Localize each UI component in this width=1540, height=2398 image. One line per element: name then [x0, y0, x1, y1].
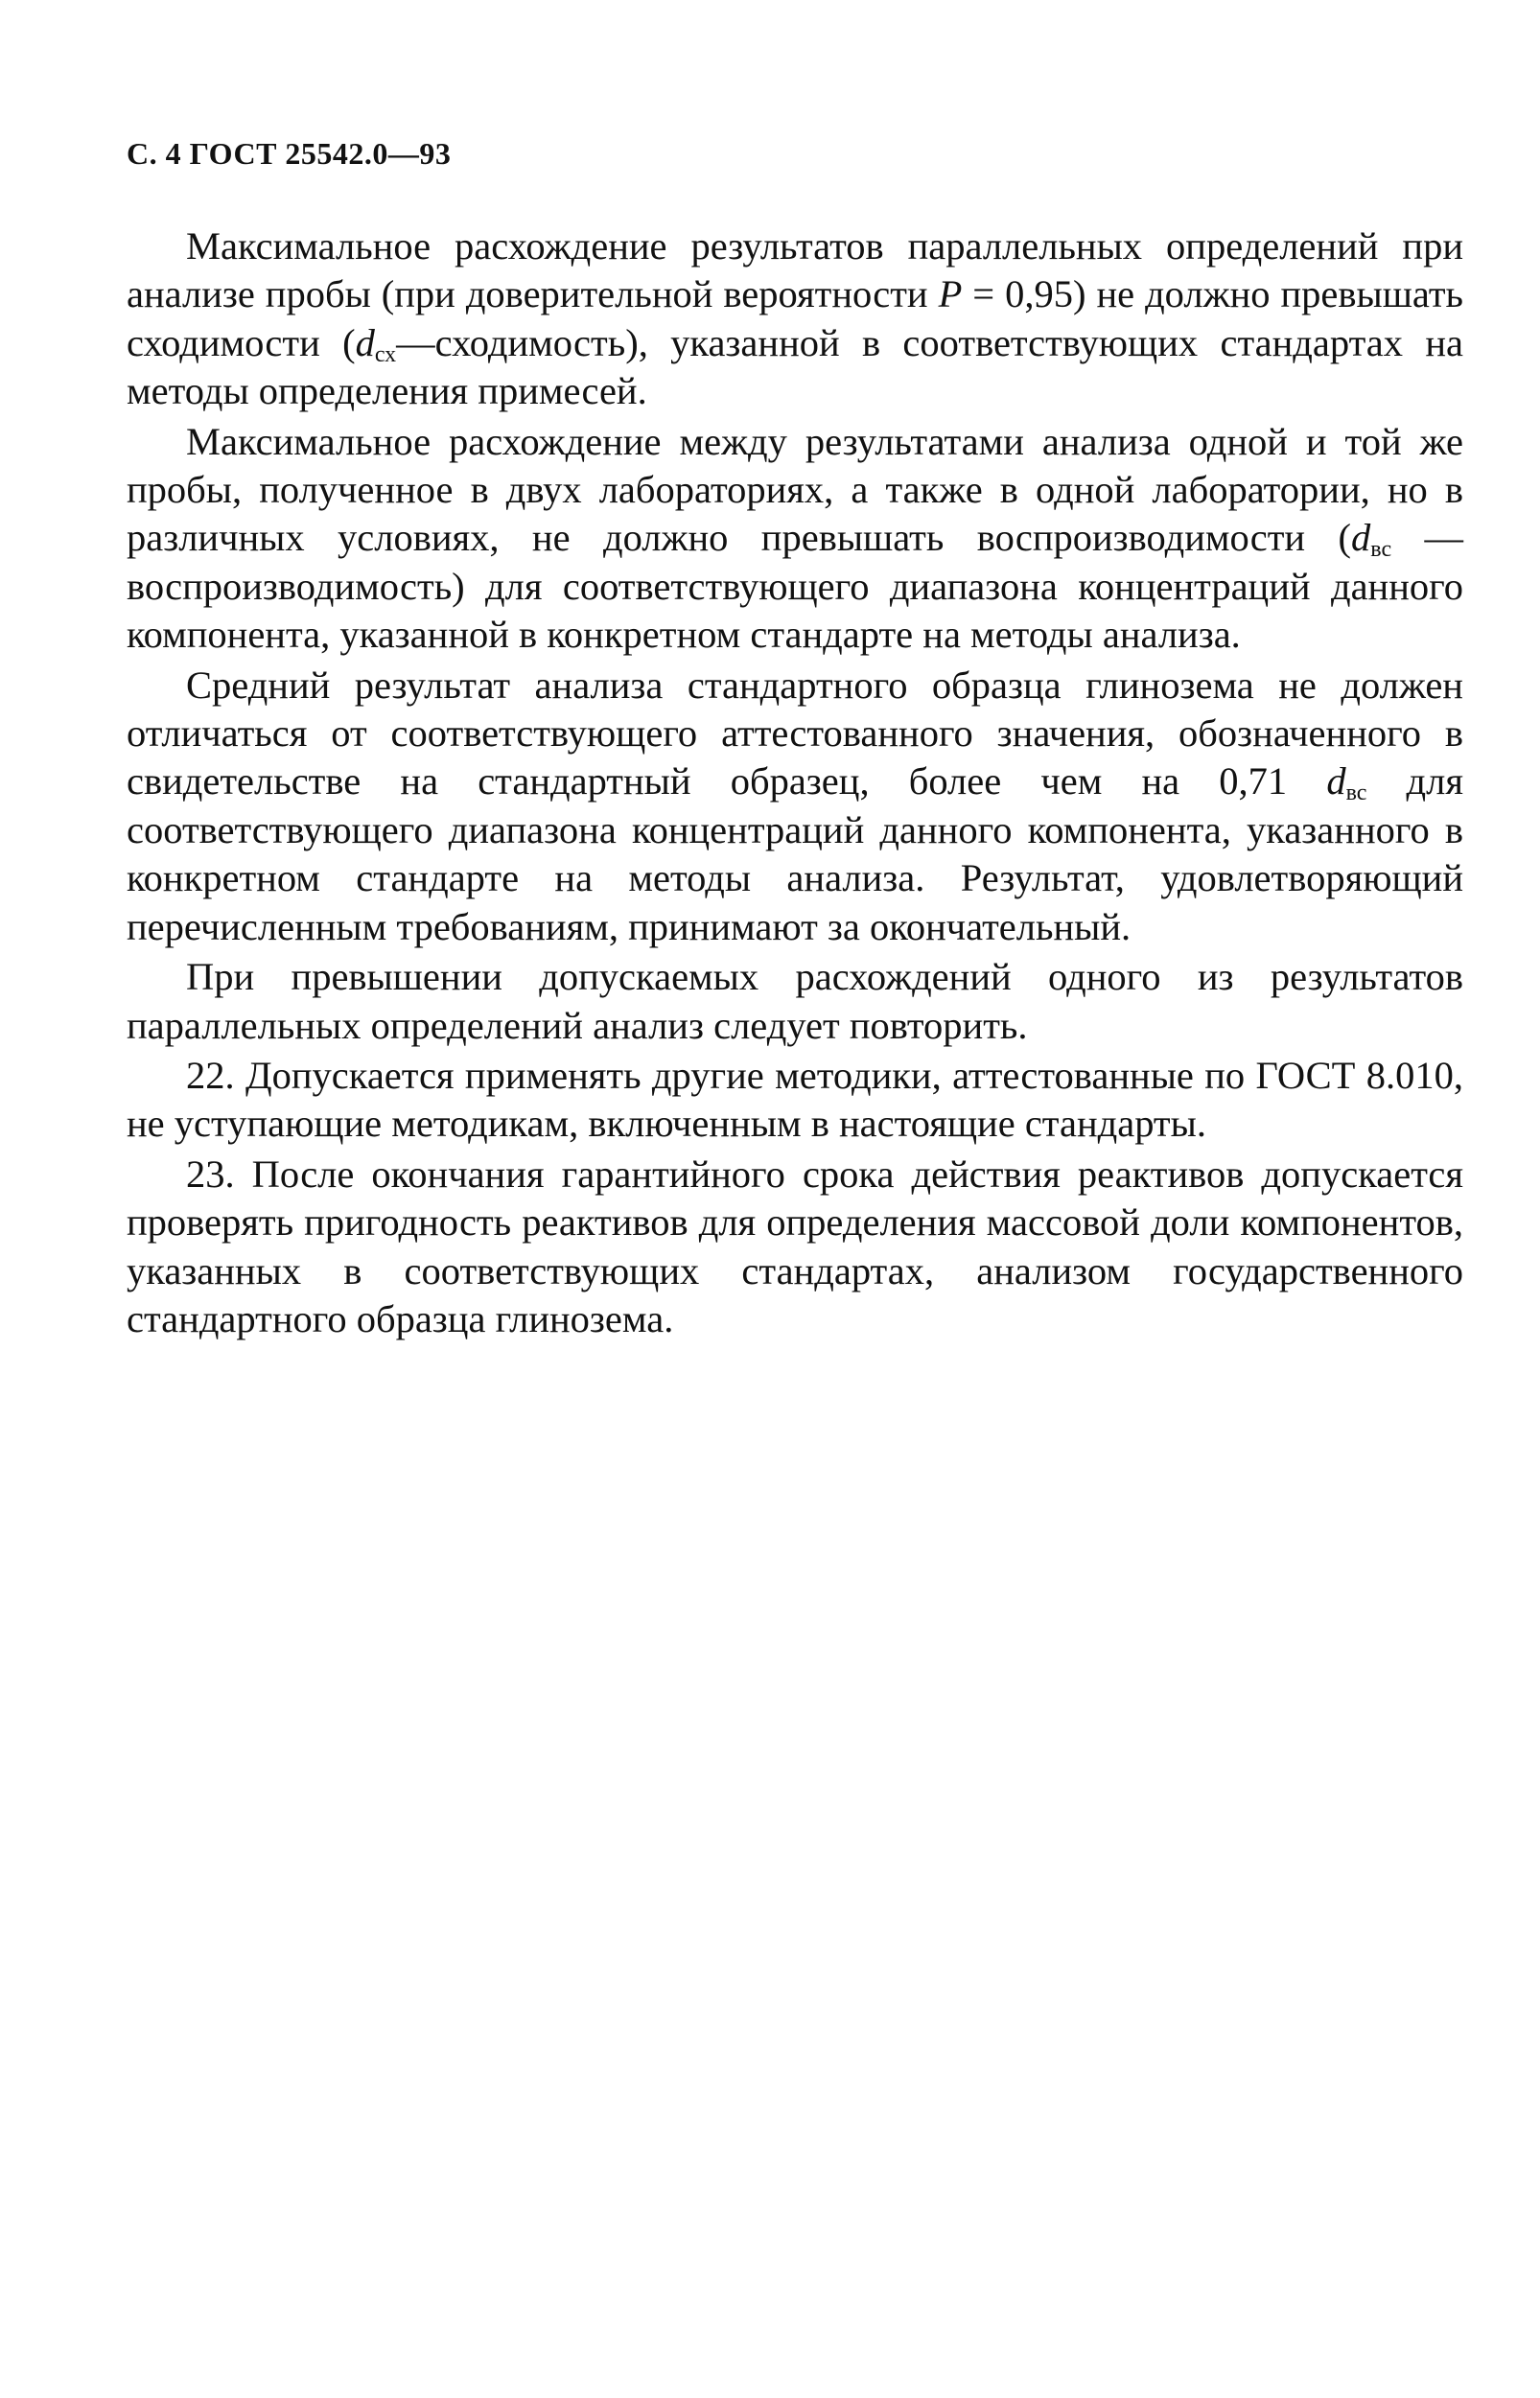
clause-22: 22. Допускается применять другие методики, аттестованные по ГОСТ 8.010, не уступающие методикам, включенным в настоящие стандарты.: [127, 1053, 1463, 1146]
running-header: С. 4 ГОСТ 25542.0—93: [127, 136, 452, 171]
symbol-p: P: [938, 272, 963, 316]
paragraph-text: Средний результат анализа стандартного образца глинозема не должен отличаться от соответствующего аттестованного значения, обозначенного в свидетельстве на стандартный образец, более чем на 0,71: [127, 663, 1463, 803]
paragraph-repeat-analysis: При превышении допускаемых расхождений одного из результатов параллельных определений анализ следует повторить.: [127, 955, 1463, 1047]
subscript-vs: вс: [1345, 780, 1367, 806]
subscript-vs: вс: [1370, 537, 1392, 563]
symbol-d: d: [355, 320, 375, 364]
paragraph-reproducibility: [127, 418, 1463, 660]
paragraph-text: —сходимость), указанной в соответствующих стандартах на методы определения примесей.: [127, 320, 1463, 413]
symbol-d: d: [1351, 516, 1371, 560]
paragraph-text: Максимальное расхождение между результатами анализа одной и той же пробы, полученное в двух лабораториях, а также в одной лаборатории, но в различных условиях, не должно превышать воспроизводимости (: [127, 419, 1463, 560]
paragraph-text: для соответствующего диапазона концентраций данного компонента, указанного в конкретном стандарте на методы анализа. Результат, удовлетворяющий перечисленным требованиям, принимают за окончательный.: [127, 759, 1464, 948]
symbol-d: d: [1326, 759, 1346, 803]
paragraph-text: Максимальное расхождение результатов параллельных определений при анализе пробы (при доверительной вероятности: [127, 224, 1463, 316]
paragraph-text: = 0,95) не должно превышать сходимости (: [127, 272, 1463, 364]
clause-23: 23. После окончания гарантийного срока действия реактивов допускается проверять пригодность реактивов для определения массовой доли компонентов, указанных в соответствующих стандартах, анализом государственного стандартного образца глинозема.: [127, 1152, 1463, 1340]
paragraph-text: — воспроизводимость) для соответствующего диапазона концентраций данного компонента, указанной в конкретном стандарте на методы анализа.: [127, 516, 1463, 657]
paragraph-reference-sample: [127, 662, 1463, 951]
paragraph-convergence: [127, 222, 1463, 416]
subscript-sx: сх: [374, 341, 397, 367]
body-text: [127, 222, 1463, 1345]
